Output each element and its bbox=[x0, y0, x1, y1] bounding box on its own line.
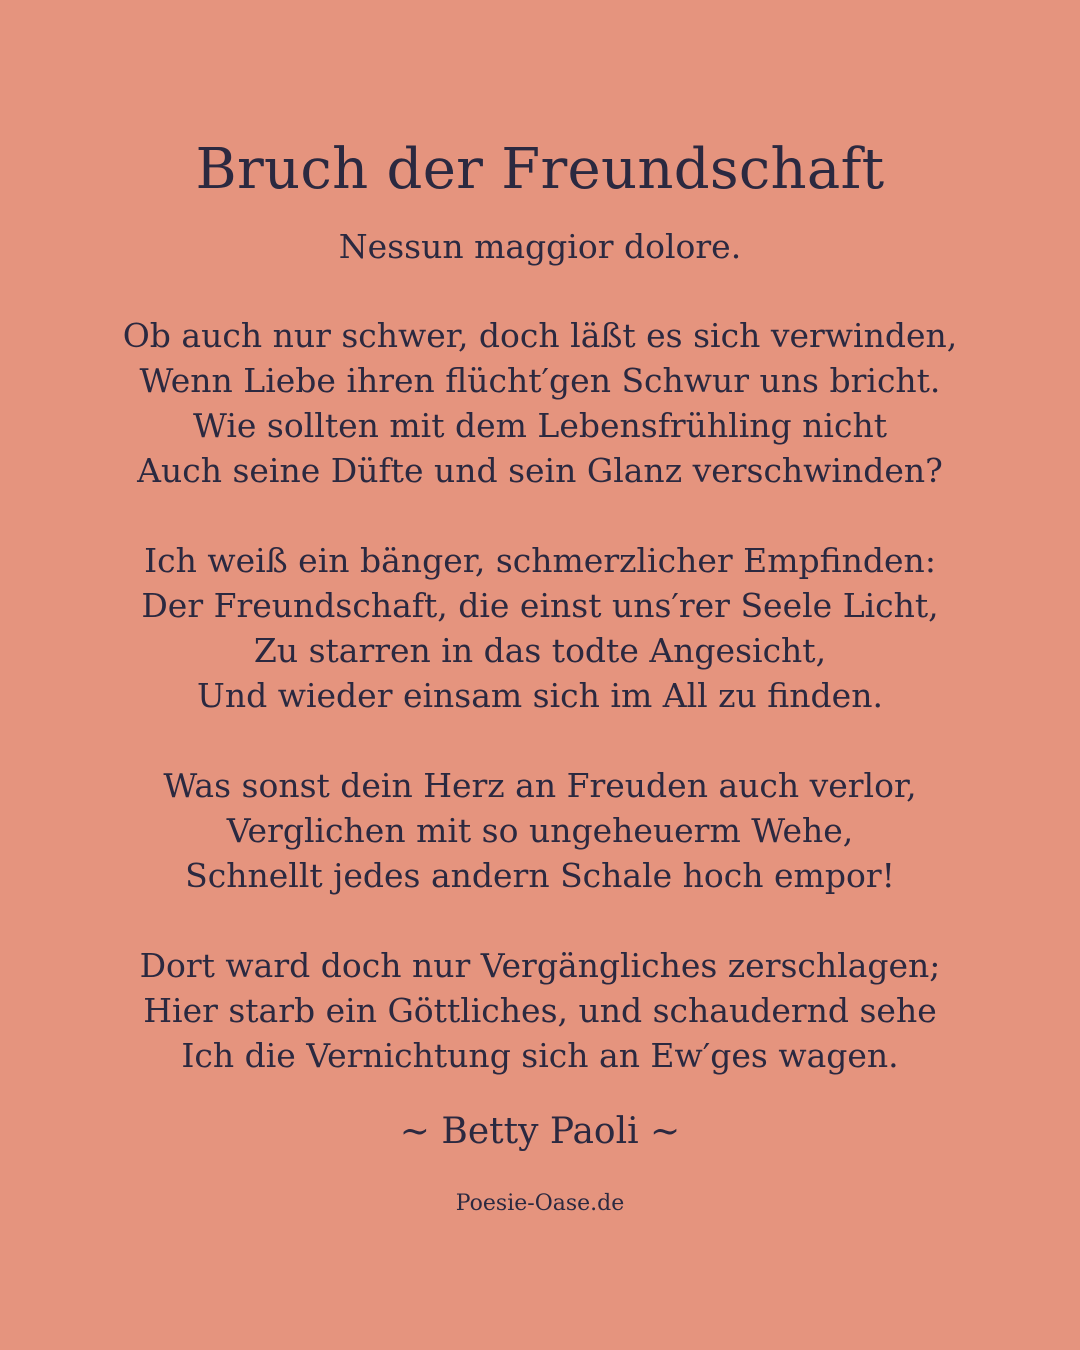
verse-line: Auch seine Düfte und sein Glanz verschwinden? bbox=[137, 451, 943, 490]
verse-line: Dort ward doch nur Vergängliches zerschlagen; bbox=[139, 946, 941, 985]
verse-line: Ich die Vernichtung sich an Ew′ges wagen. bbox=[181, 1036, 899, 1075]
poem-title: Bruch der Freundschaft bbox=[195, 137, 885, 202]
verse-line: Schnellt jedes andern Schale hoch empor! bbox=[185, 856, 895, 895]
stanza-4 bbox=[0, 943, 1080, 1078]
verse-line: Ich weiß ein bänger, schmerzlicher Empfinden: bbox=[144, 541, 936, 580]
poem-epigraph: Nessun maggior dolore. bbox=[338, 227, 742, 266]
verse-line: Zu starren in das todte Angesicht, bbox=[253, 631, 827, 670]
stanza-1 bbox=[0, 313, 1080, 493]
verse-line: Wenn Liebe ihren flücht′gen Schwur uns bricht. bbox=[139, 361, 941, 400]
poem-author: ~ Betty Paoli ~ bbox=[399, 1111, 681, 1152]
stanza-3 bbox=[0, 763, 1080, 898]
verse-line: Wie sollten mit dem Lebensfrühling nicht bbox=[193, 406, 887, 445]
verse-line: Der Freundschaft, die einst uns′rer Seele Licht, bbox=[141, 586, 939, 625]
verse-line: Hier starb ein Göttliches, und schaudernd sehe bbox=[143, 991, 937, 1030]
source-credit: Poesie-Oase.de bbox=[455, 1191, 625, 1216]
verse-line: Und wieder einsam sich im All zu finden. bbox=[197, 676, 883, 715]
verse-line: Verglichen mit so ungeheuerm Wehe, bbox=[226, 811, 854, 850]
verse-line: Ob auch nur schwer, doch läßt es sich verwinden, bbox=[122, 316, 958, 355]
stanza-2 bbox=[0, 538, 1080, 718]
verse-line: Was sonst dein Herz an Freuden auch verlor, bbox=[163, 766, 917, 805]
poem-body bbox=[0, 313, 1080, 1123]
